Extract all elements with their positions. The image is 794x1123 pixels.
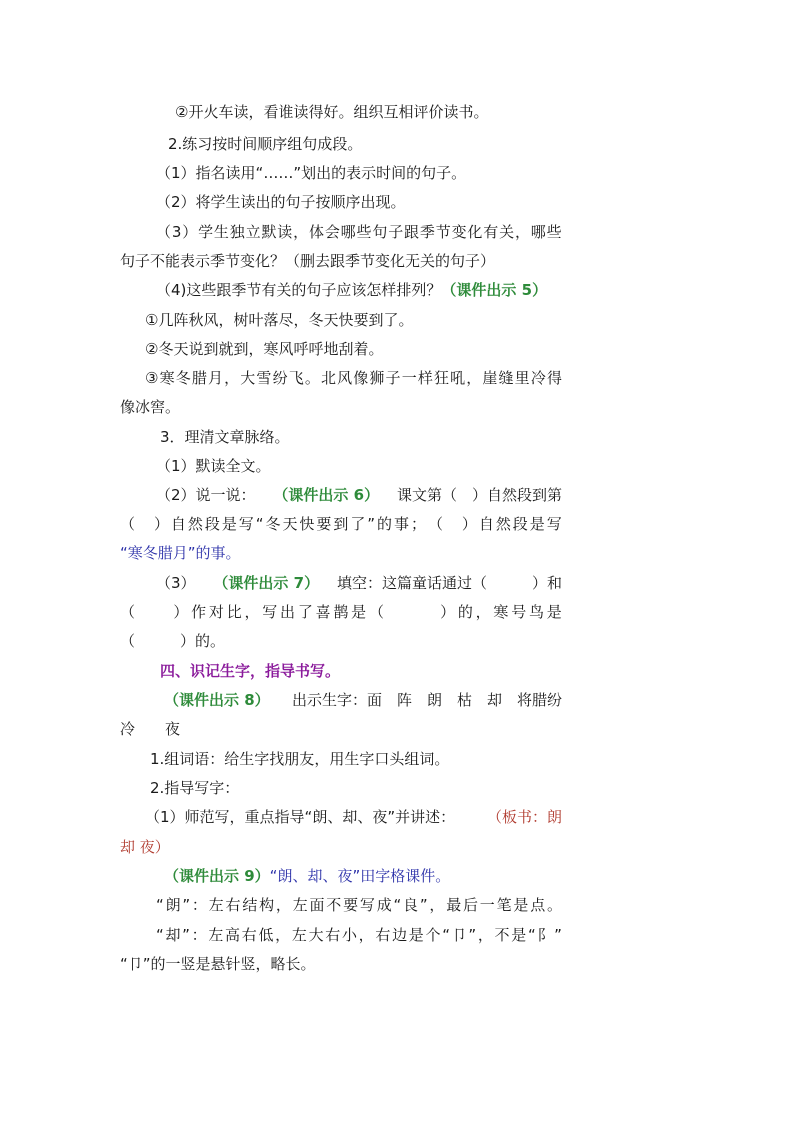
sentence-1: ①几阵秋风，树叶落尽，冬天快要到了。: [145, 311, 414, 329]
courseware-tag-9: （课件出示 9）: [164, 867, 270, 885]
writing-step-1-text: （1）师范写，重点指导“朗、却、夜”并讲述：: [145, 808, 456, 826]
writing-step-1-line2: 却 夜）: [120, 838, 170, 856]
word-building: 1.组词语：给生字找朋友，用生字口头组词。: [150, 750, 450, 768]
step-2-1: （1）指名读用“……”划出的表示时间的句子。: [156, 164, 467, 182]
step-3-3-rest: 填空：这篇童话通过（ ）和: [336, 574, 562, 592]
courseware-tag-6: （课件出示 6）: [273, 486, 380, 504]
section-2-heading: 2.练习按时间顺序组句成段。: [168, 135, 363, 153]
step-3-3-lead: （3）: [156, 574, 196, 592]
step-2-4: [156, 280, 547, 300]
step-2-4-text: （4)这些跟季节有关的句子应该怎样排列？: [156, 281, 442, 299]
sentence-3-line2: 像冰窖。: [120, 398, 181, 416]
blackboard-note: （板书：朗: [486, 808, 562, 826]
step-2-3-line2: 句子不能表示季节变化？（删去跟季节变化无关的句子）: [120, 252, 496, 270]
step-2-3-line1: （ 3 ） 学 生 独 立 默 读 ， 体 会 哪 些 句 子 跟 季 节 变 化 有 关 ， 哪 些: [156, 223, 562, 241]
courseware-tag-5: （课件出示 5）: [441, 281, 548, 299]
step-3-3-line1: [156, 573, 562, 593]
char-que-note-line1: “ 却 ” ： 左 高 右 低 ， 左 大 右 小 ， 右 边 是 个 “ 卩 ” ， 不 是 “ 阝 ”: [156, 926, 562, 944]
sentence-2: ②冬天说到就到，寒风呼呼地刮着。: [145, 340, 384, 358]
new-characters-line2: 冷 夜: [120, 720, 181, 738]
writing-guidance-heading: 2.指导写字：: [150, 779, 240, 797]
section-3-heading: 3．理清文章脉络。: [160, 428, 290, 446]
step-3-2-lead: （2）说一说：: [156, 486, 256, 504]
step-3-3-line3: （ ）的。: [120, 632, 226, 650]
step-3-2-line1: [156, 485, 562, 505]
courseware-tag-8: （课件出示 8）: [164, 691, 270, 709]
step-2-2: （2）将学生读出的句子按顺序出现。: [156, 193, 406, 211]
grid-courseware-text: “朗、却、夜”田字格课件。: [269, 867, 451, 885]
new-characters-line1: [164, 690, 562, 710]
courseware-9-line: [164, 866, 450, 886]
section-4-heading: 四、识记生字，指导书写。: [160, 662, 341, 680]
step-3-1: （1）默读全文。: [156, 457, 271, 475]
sentence-3-line1: ③ 寒 冬 腊 月 ， 大 雪 纷 飞 。 北 风 像 狮 子 一 样 狂 吼 ， 崖 缝 里 冷 得: [145, 369, 562, 387]
new-characters-list: 出示生字：面 阵 朗 枯 却 将腊纷: [291, 691, 562, 709]
char-lang-note: “ 朗 ” ： 左 右 结 构 ， 左 面 不 要 写 成 “ 良 ” ， 最 后 一 笔 是 点 。: [156, 896, 562, 914]
step-3-2-rest: 课文第（ ）自然段到第: [396, 486, 562, 504]
step-3-2-line2: （ ） 自 然 段 是 写 “ 冬 天 快 要 到 了 ” 的 事 ； （ ） 自 然 段 是 写: [120, 515, 562, 533]
writing-step-1-line1: [145, 807, 562, 827]
step-3-3-line2: （ ） 作 对 比 ， 写 出 了 喜 鹊 是 （ ） 的 ， 寒 号 鸟 是: [120, 603, 562, 621]
char-que-note-line2: “卩”的一竖是悬针竖，略长。: [120, 955, 316, 973]
courseware-tag-7: （课件出示 7）: [213, 574, 320, 592]
reading-step-2: ②开火车读，看谁读得好。组织互相评价读书。: [175, 103, 489, 121]
step-3-2-line3: “寒冬腊月”的事。: [120, 544, 241, 562]
